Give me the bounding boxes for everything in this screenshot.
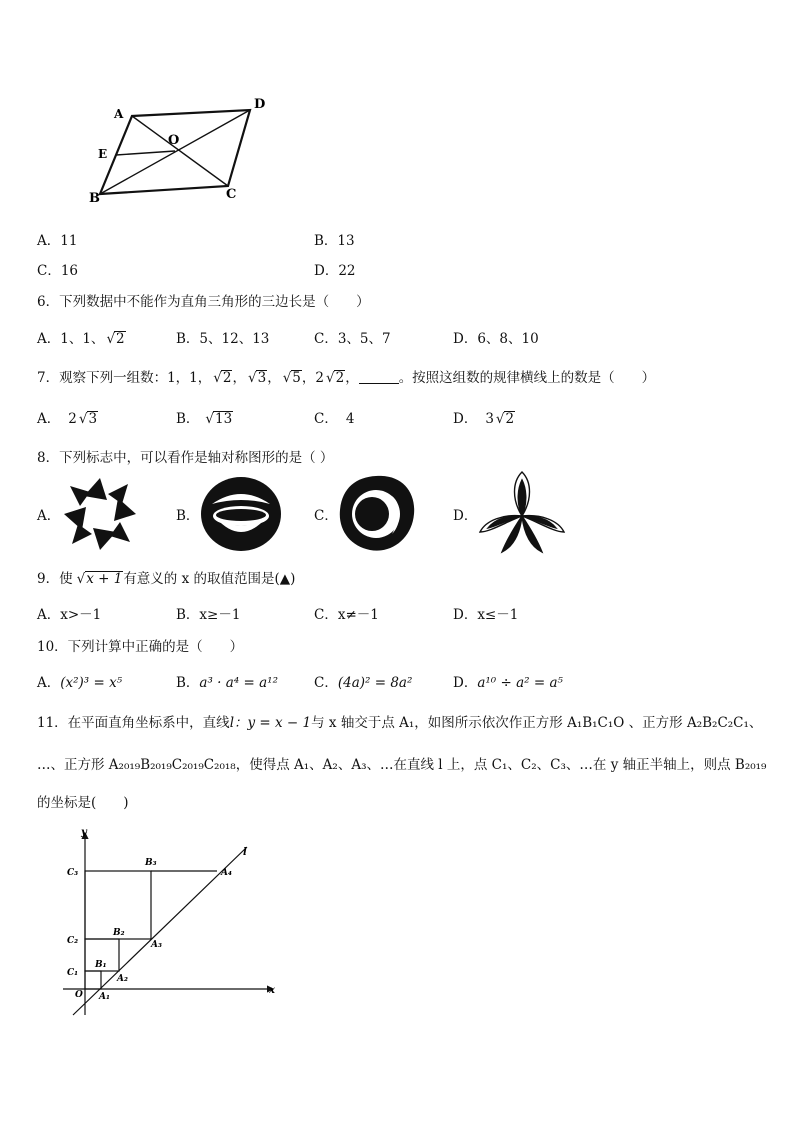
q7-stem	[37, 366, 655, 386]
b2-label: B₂	[113, 928, 125, 938]
a4-label: A₄	[221, 868, 232, 878]
q5-option-a[interactable]: A．11	[37, 233, 78, 249]
axis-x-label: x	[269, 985, 275, 996]
parallelogram-figure	[80, 90, 280, 210]
q5-option-b[interactable]: B．13	[314, 233, 355, 249]
a3-label: A₃	[151, 940, 162, 950]
q7-option-d-coef: 3	[485, 411, 494, 427]
q10-option-c-label: C．	[314, 675, 338, 691]
q10-option-a-label: A．	[37, 675, 61, 691]
logo-a-star-icon	[60, 474, 140, 554]
q7-stem-end: 。按照这组数的规律横线上的数是（ ）	[398, 370, 656, 386]
q8-option-b[interactable]: B．	[176, 508, 200, 524]
q9-option-a[interactable]: A．x>－1	[37, 607, 102, 623]
q10-stem: 10．下列计算中正确的是（ ）	[37, 639, 244, 655]
q10-option-c-expr: (4a)² = 8a²	[337, 675, 413, 691]
q6-option-b[interactable]: B．5、12、13	[176, 331, 270, 347]
q10-option-a[interactable]	[37, 671, 122, 691]
q7-option-d[interactable]	[453, 407, 515, 427]
q7-radical-2: √ 3	[256, 370, 267, 385]
q7-stem-start: 7．观察下列一组数：1，1，	[37, 370, 212, 386]
q8-option-d[interactable]: D．	[453, 508, 478, 524]
q7-option-a-radical: √ 3	[87, 411, 98, 426]
q6-option-c[interactable]: C．3、5、7	[314, 331, 391, 347]
b1-label: B₁	[95, 960, 107, 970]
q7-sep-4: ，	[345, 370, 359, 386]
q8-option-c[interactable]: C．	[314, 508, 338, 524]
logo-c-swirl-icon	[336, 472, 418, 556]
q9-stem-end: 有意义的 x 的取值范围是(▲)	[123, 571, 296, 587]
q7-radical-4: √ 2	[334, 370, 345, 385]
q7-coef: 2	[315, 370, 324, 386]
q11-line-2: …、正方形 A₂₀₁₉B₂₀₁₉C₂₀₁₉C₂₀₁₈，使得点 A₁、A₂、A₃、…在直线 l 上，点 C₁、C₂、C₃、…在 y 轴正半轴上，则点 B₂₀₁₉	[37, 757, 767, 773]
q7-answer-blank[interactable]	[359, 372, 399, 384]
label-o: O	[168, 133, 180, 148]
c1-label: C₁	[67, 968, 79, 978]
q7-option-c-value: 4	[345, 411, 355, 427]
q5-option-d[interactable]: D．22	[314, 263, 356, 279]
q9-option-d[interactable]: D．x≤－1	[453, 607, 519, 623]
q9-stem-start: 9．使	[37, 571, 73, 587]
logo-d-propeller-icon	[476, 470, 568, 554]
q11-line-1b: l：y = x − 1	[229, 715, 312, 731]
q6-option-d[interactable]: D．6、8、10	[453, 331, 539, 347]
origin-label: O	[75, 990, 83, 1000]
label-a: A	[114, 107, 124, 121]
b3-label: B₃	[145, 858, 157, 868]
q6-stem: 6．下列数据中不能作为直角三角形的三边长是（ ）	[37, 294, 370, 310]
a2-label: A₂	[117, 974, 128, 984]
q7-sep-2: ，	[267, 370, 281, 386]
q6-option-a[interactable]	[37, 327, 126, 347]
label-d: D	[254, 97, 266, 112]
c3-label: C₃	[67, 868, 79, 878]
q11-line-1	[37, 711, 762, 731]
q5-option-c[interactable]: C．16	[37, 263, 79, 279]
q7-sep-1: ，	[232, 370, 246, 386]
q6-option-a-radical: √ 2	[114, 331, 125, 346]
q9-radical: √ x + 1	[85, 571, 124, 586]
q11-line-1c: 与 x 轴交于点 A₁，如图所示依次作正方形 A₁B₁C₁O 、正方形 A₂B₂C₂C₁、	[311, 715, 763, 731]
q7-option-d-label: D．	[453, 411, 478, 427]
q10-option-b-expr: a³ · a⁴ = a¹²	[199, 675, 278, 691]
axis-y-label: y	[81, 827, 87, 838]
q8-stem: 8．下列标志中，可以看作是轴对称图形的是（ ）	[37, 450, 334, 466]
q10-option-d-expr: a¹⁰ ÷ a² = a⁵	[477, 675, 563, 691]
label-c: C	[226, 187, 237, 202]
q11-line-1a: 11．在平面直角坐标系中，直线	[37, 715, 230, 731]
q7-option-a-coef: 2	[68, 411, 77, 427]
q9-stem	[37, 567, 295, 587]
q10-option-b[interactable]	[176, 671, 278, 691]
q7-option-b[interactable]	[176, 407, 233, 427]
q7-option-a[interactable]	[37, 407, 98, 427]
q9-option-c[interactable]: C．x≠－1	[314, 607, 379, 623]
q10-option-b-label: B．	[176, 675, 200, 691]
q8-option-a[interactable]: A．	[37, 508, 61, 524]
q9-option-b[interactable]: B．x≥－1	[176, 607, 241, 623]
q7-sep-3: ，	[301, 370, 316, 386]
label-e: E	[98, 147, 108, 161]
c2-label: C₂	[67, 936, 79, 946]
q7-option-a-label: A．	[37, 411, 61, 427]
q11-line-3: 的坐标是( )	[37, 795, 129, 811]
q10-option-c[interactable]	[314, 671, 412, 691]
a1-label: A₁	[99, 992, 110, 1002]
label-b: B	[89, 191, 100, 206]
q10-option-a-expr: (x²)³ = x⁵	[60, 675, 123, 691]
q6-option-a-prefix: A．1、1、	[37, 331, 105, 347]
logo-b-ring-icon	[198, 474, 284, 554]
q10-option-d[interactable]	[453, 671, 563, 691]
q7-radical-3: √ 5	[291, 370, 302, 385]
line-l-label: l	[243, 847, 247, 858]
q10-option-d-label: D．	[453, 675, 478, 691]
q7-option-c[interactable]	[314, 407, 354, 427]
square-sequence-figure	[55, 825, 285, 1020]
q7-option-c-label: C．	[314, 411, 338, 427]
q7-option-b-label: B．	[176, 411, 200, 427]
q7-option-b-radical: √ 13	[213, 411, 233, 426]
q7-option-d-radical: √ 2	[504, 411, 515, 426]
q7-radical-1: √ 2	[221, 370, 232, 385]
